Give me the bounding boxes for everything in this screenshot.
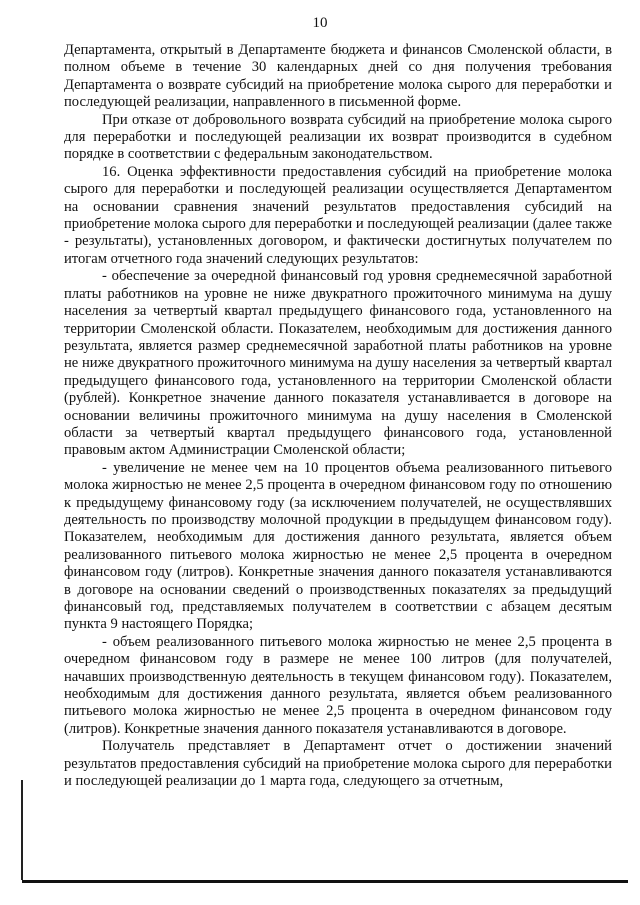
- paragraph-refusal-return: При отказе от добровольного возврата субсидий на приобретение молока сырого для переработки и последующей реализации их возврат производится в судебном порядке в соответствии с федеральным законодательством.: [64, 111, 612, 163]
- scan-edge-mark: [21, 780, 23, 880]
- paragraph-continuation: Департамента, открытый в Департаменте бюджета и финансов Смоленской области, в полном объеме в течение 30 календарных дней со дня получения требования Департамента о возврате субсидий на приобретение молока сырого для переработки и последующей реализации, направленного в письменной форме.: [64, 42, 612, 111]
- paragraph-result-volume-increase: - увеличение не менее чем на 10 процентов объема реализованного питьевого молока жирностью не менее 2,5 процента в очередном финансовом году по отношению к предыдущему финансовому году (за исключением получателей, не осуществлявших деятельность по производству молочной продукции в предыдущем финансовом году). Показателем, необходимым для достижения данного результата, является объем реализованного питьевого молока жирностью не менее 2,5 процента в очередном финансовом году (литров). Конкретные значения данного показателя устанавливаются в договоре на основании сведений о производственных показателях за предыдущий финансовый год, представляемых получателем в соответствии с абзацем десятым пункта 9 настоящего Порядка;: [64, 459, 612, 633]
- paragraph-result-salary: - обеспечение за очередной финансовый год уровня среднемесячной заработной платы работников на уровне не ниже двукратного прожиточного минимума на душу населения за четвертый квартал предыдущего финансового года, установленного на территории Смоленской области. Показателем, необходимым для достижения данного результата, является размер среднемесячной заработной платы работников на уровне не ниже двукратного прожиточного минимума на душу населения за четвертый квартал предыдущего финансового года, установленного на территории Смоленской области (рублей). Конкретное значение данного показателя устанавливается в договоре на основании величины прожиточного минимума на душу населения в Смоленской области за четвертый квартал предыдущего финансового года, установленной правовым актом Администрации Смоленской области;: [64, 268, 612, 459]
- paragraph-result-volume-new: - объем реализованного питьевого молока жирностью не менее 2,5 процента в очередном финансовом году в размере не менее 100 литров (для получателей, начавших производственную деятельность в текущем финансовом году). Показателем, необходимым для достижения данного результата, является объем реализованного питьевого молока жирностью не менее 2,5 процента в очередном финансовом году (литров). Конкретные значения данного показателя устанавливаются в договоре.: [64, 633, 612, 737]
- paragraph-item-16: 16. Оценка эффективности предоставления субсидий на приобретение молока сырого для переработки и последующей реализации осуществляется Департаментом на основании сравнения значений результатов предоставления субсидий на приобретение молока сырого для переработки и последующей реализации (далее также - результаты), установленных договором, и фактически достигнутых получателем по итогам отчетного года значений следующих результатов:: [64, 163, 612, 267]
- page-number: 10: [312, 15, 328, 31]
- paragraph-report: Получатель представляет в Департамент отчет о достижении значений результатов предоставления субсидий на приобретение молока сырого для переработки и последующей реализации до 1 марта года, следующего за отчетным,: [64, 738, 612, 790]
- document-body: [64, 42, 612, 790]
- scan-bottom-edge: [22, 880, 628, 883]
